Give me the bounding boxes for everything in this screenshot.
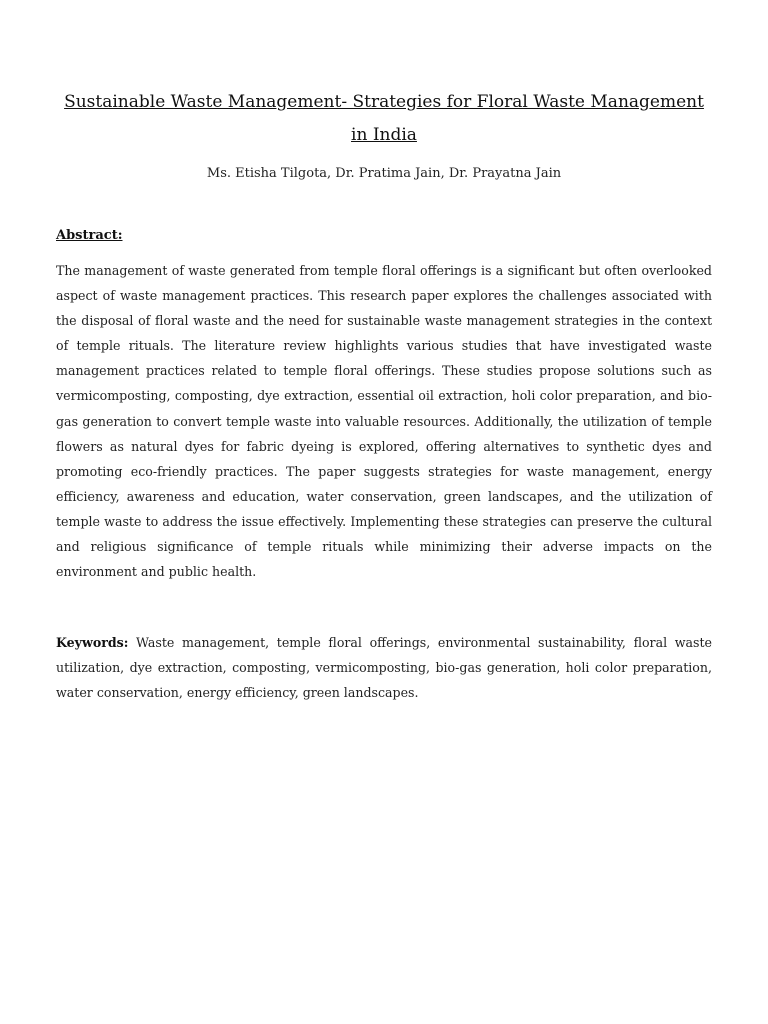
abstract-text: The management of waste generated from temple floral offerings is a significant but often overlooked aspect of waste management practices. This research paper explores the challenges associated with the disposal of floral waste and the need for sustainable waste management strategies in the context of temple rituals. The literature review highlights various studies that have investigated waste management practices related to temple floral offerings. These studies propose solutions such as vermicomposting, composting, dye extraction, essential oil extraction, holi color preparation, and bio-gas generation to convert temple waste into valuable resources. Additionally, the utilization of temple flowers as natural dyes for fabric dyeing is explored, offering alternatives to synthetic dyes and promoting eco-friendly practices. The paper suggests strategies for waste management, energy efficiency, awareness and education, water conservation, green landscapes, and the utilization of temple waste to address the issue effectively. Implementing these strategies can preserve the cultural and religious significance of temple rituals while minimizing their adverse impacts on the environment and public health. <box>56 263 712 580</box>
paper-authors: Ms. Etisha Tilgota, Dr. Pratima Jain, Dr. Prayatna Jain <box>206 166 562 181</box>
paper-title: Sustainable Waste Management- Strategies for Floral Waste Management in India <box>64 92 704 145</box>
keywords-label: Keywords: <box>56 635 129 651</box>
keywords-paragraph <box>56 630 712 705</box>
abstract-heading: Abstract: <box>56 228 123 243</box>
keywords-text: Waste management, temple floral offerings, environmental sustainability, floral waste utilization, dye extraction, composting, vermicomposting, bio-gas generation, holi color preparation, water conservation, energy efficiency, green landscapes. <box>56 635 712 701</box>
